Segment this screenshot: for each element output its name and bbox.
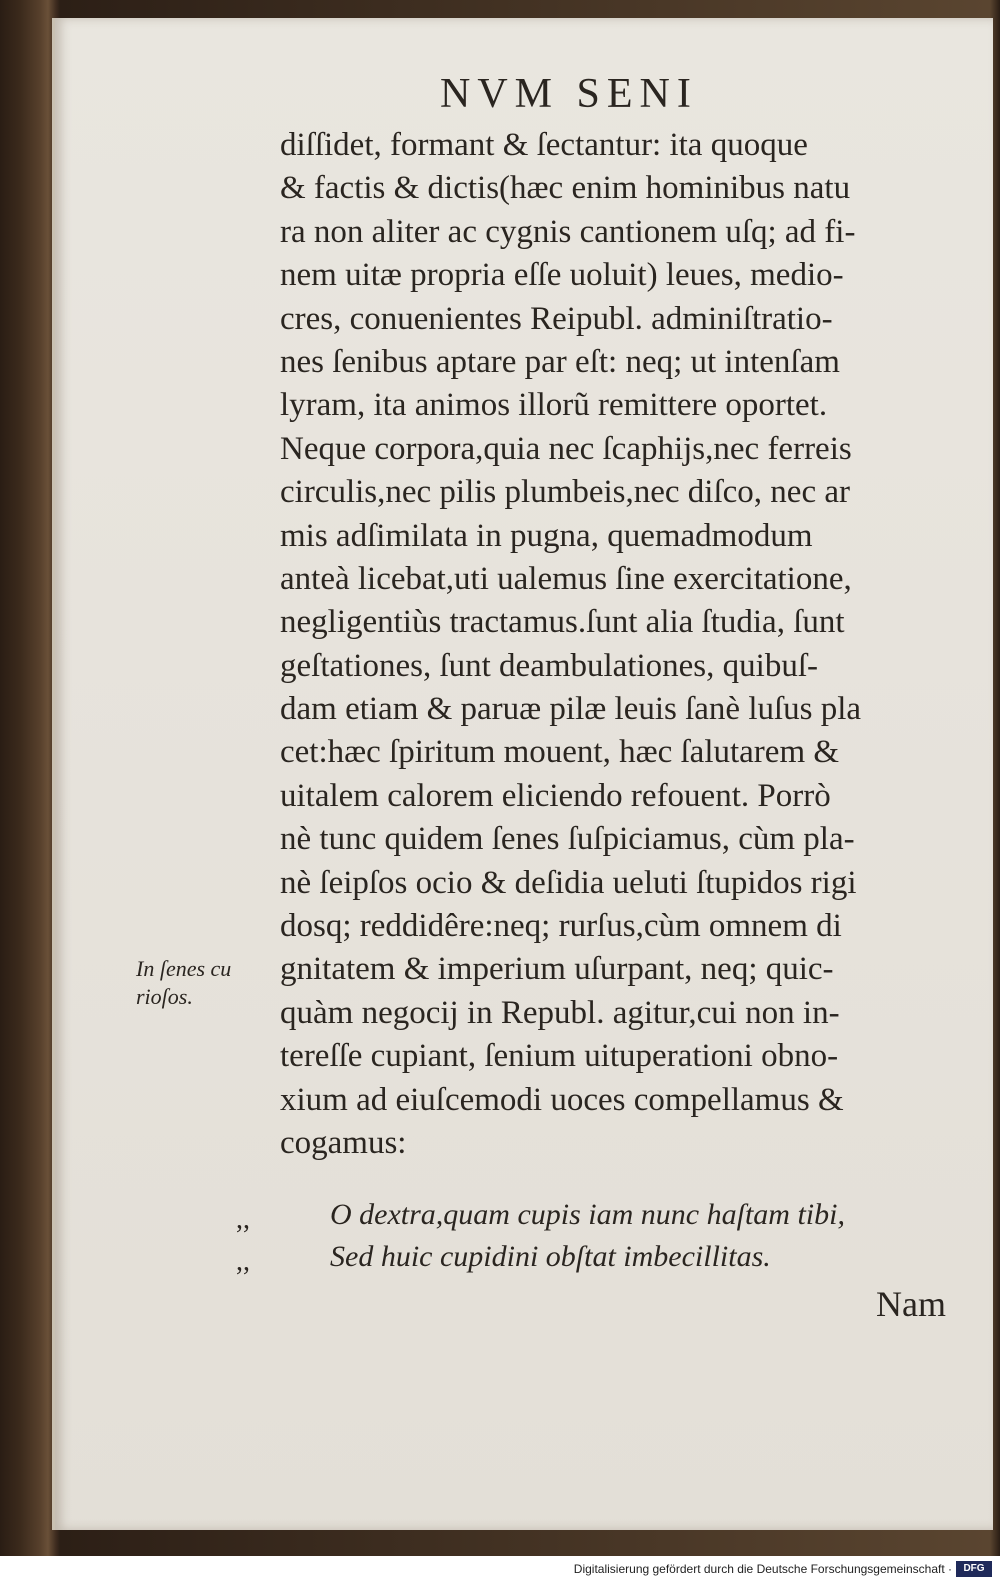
body-line: cet:hæc ſpiritum mouent, hæc ſalutarem & (280, 734, 840, 771)
body-line: geſtationes, ſunt deambulationes, quibuſ- (280, 647, 818, 684)
body-line: nem uitæ propria eſſe uoluit) leues, medio- (280, 257, 844, 294)
body-line: anteà licebat,uti ualemus ſine exercitatione, (280, 560, 852, 597)
body-line: Neque corpora,quia nec ſcaphijs,nec ferreis (280, 430, 852, 467)
body-line: cogamus: (280, 1124, 407, 1161)
body-line: tereſſe cupiant, ſenium uituperationi obno- (280, 1038, 839, 1075)
body-text-block (280, 124, 970, 1165)
body-line: diſſidet, formant & ſectantur: ita quoque (280, 127, 808, 163)
quote-mark: ,, (236, 1204, 250, 1235)
body-line: nè tunc quidem ſenes ſuſpiciamus, cùm pla- (280, 821, 855, 858)
body-line: cres, conuenientes Reipubl. adminiſtratio- (280, 300, 833, 337)
verse-line: O dextra,quam cupis iam nunc haſtam tibi, (330, 1198, 845, 1231)
body-line: nes ſenibus aptare par eſt: neq; ut intenſam (280, 343, 840, 380)
marginal-note: In ſenes cu rioſos. (136, 956, 232, 1009)
body-line: ra non aliter ac cygnis cantionem uſq; ad fi- (280, 213, 856, 250)
catchword: Nam (876, 1284, 946, 1324)
body-line: lyram, ita animos illorũ remittere oportet. (280, 387, 828, 424)
body-line: & factis & dictis(hæc enim hominibus natu (280, 170, 851, 207)
body-line: quàm negocij in Republ. agitur,cui non in- (280, 994, 840, 1031)
body-line: uitalem calorem eliciendo refouent. Porrò (280, 777, 831, 814)
footer-bar (0, 1556, 1000, 1584)
running-header: NVM SENI (440, 71, 698, 117)
body-line: mis adſimilata in pugna, quemadmodum (280, 517, 813, 554)
body-line: dam etiam & paruæ pilæ leuis ſanè luſus pla (280, 691, 862, 728)
body-line: xium ad eiuſcemodi uoces compellamus & (280, 1081, 844, 1118)
dfg-logo: DFG (956, 1561, 992, 1577)
verse-line: Sed huic cupidini obſtat imbecillitas. (330, 1240, 771, 1273)
funding-credit: Digitalisierung gefördert durch die Deutsche Forschungsgemeinschaft · (573, 1562, 952, 1576)
body-line: gnitatem & imperium uſurpant, neq; quic- (280, 951, 834, 988)
quote-mark: ,, (236, 1246, 250, 1277)
body-line: negligentiùs tractamus.ſunt alia ſtudia, ſunt (280, 604, 845, 641)
body-line: circulis,nec pilis plumbeis,nec diſco, nec ar (280, 474, 850, 511)
body-line: nè ſeipſos ocio & deſidia ueluti ſtupidos rigi (280, 864, 857, 901)
body-line: dosq; reddidêre:neq; rurſus,cùm omnem di (280, 908, 842, 945)
